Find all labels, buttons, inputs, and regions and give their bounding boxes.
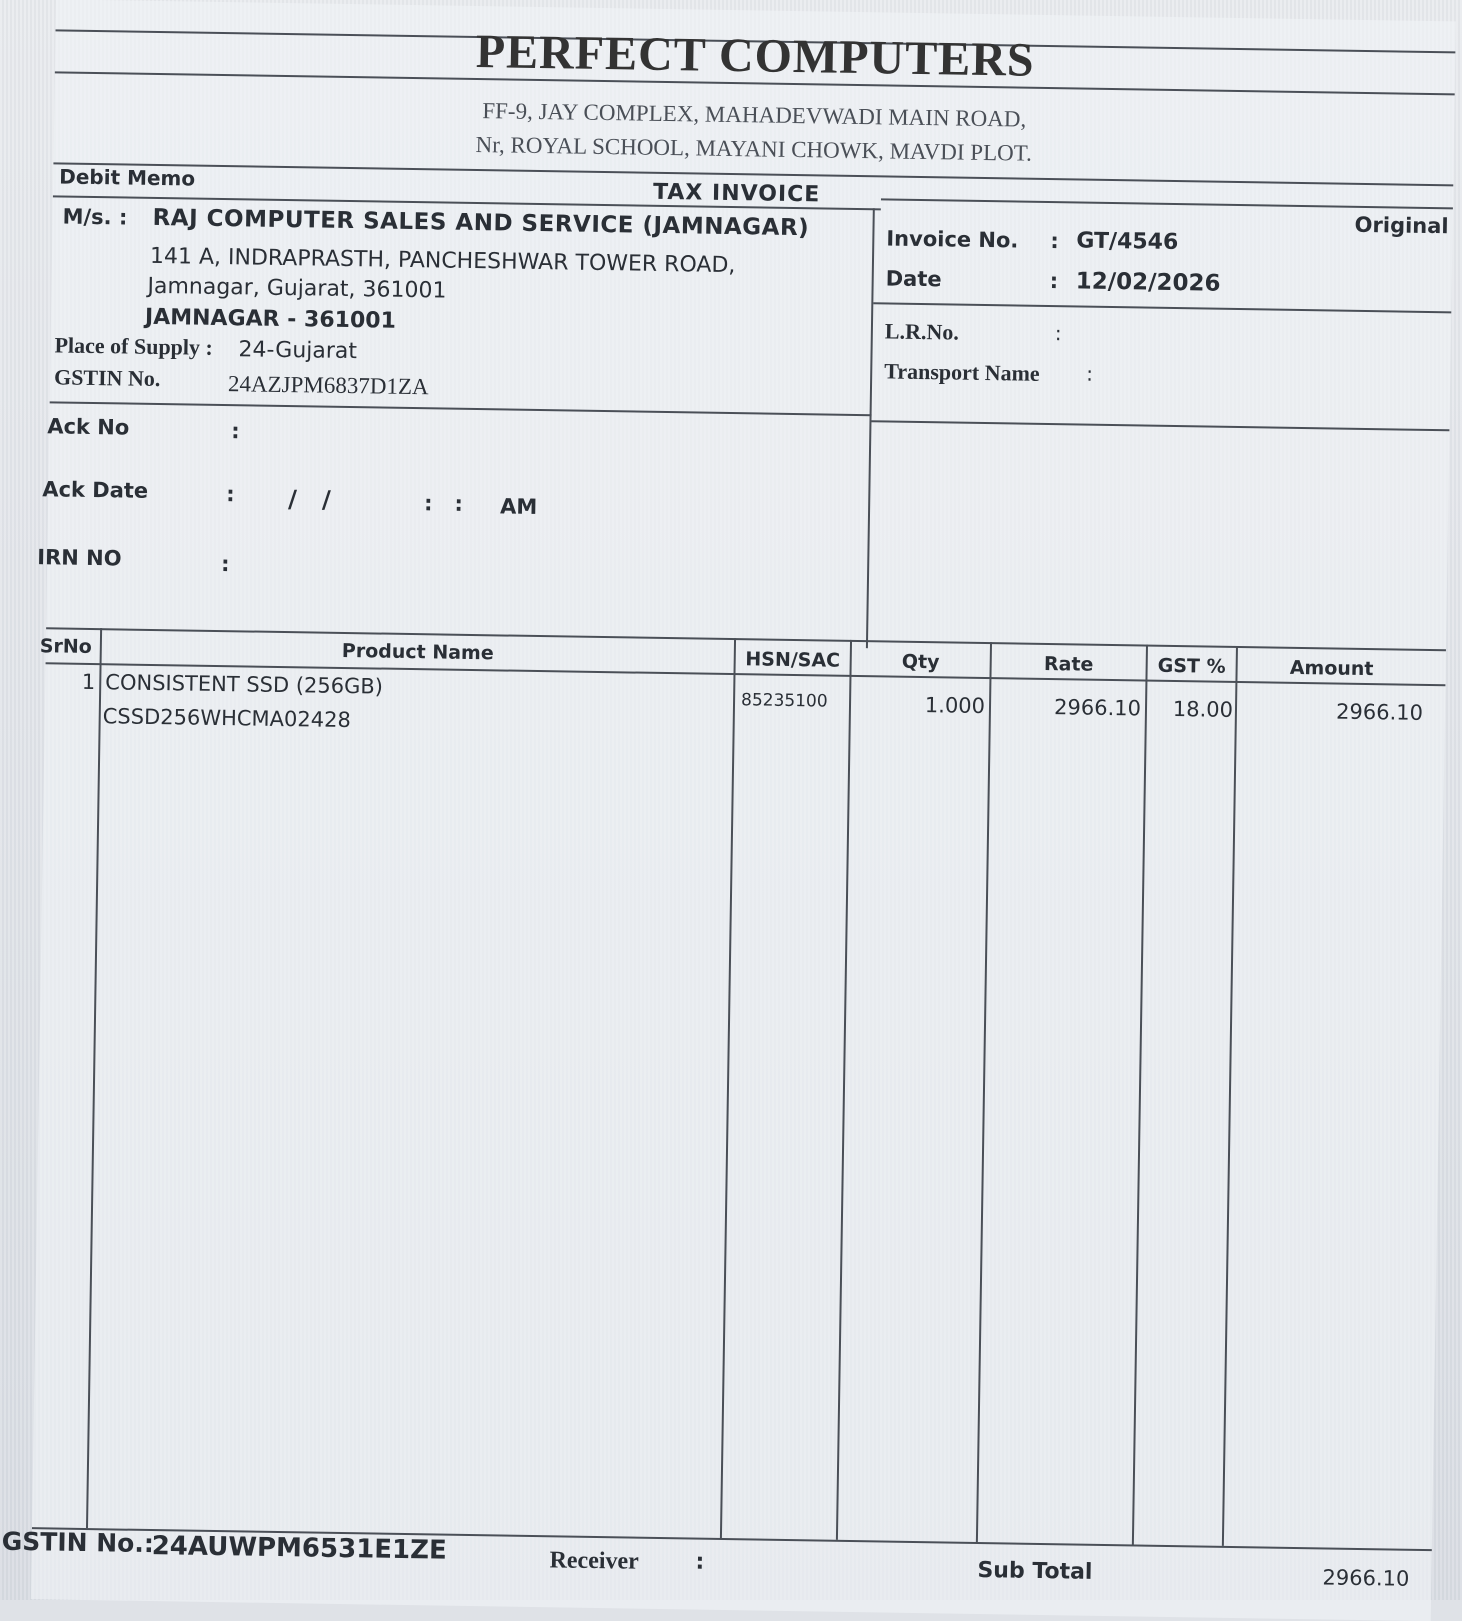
row-amount: 2966.10 [1335, 699, 1424, 725]
row-srno: 1 [81, 669, 96, 695]
col-divider-hsn [836, 640, 852, 1540]
col-divider-rate [1132, 645, 1148, 1545]
irn-no-colon: : [220, 552, 230, 577]
ack-date-slashes: / / [287, 485, 332, 514]
memo-type: Debit Memo [59, 164, 196, 191]
invoice-title: TAX INVOICE [652, 179, 821, 208]
th-gst-percent: GST % [1157, 654, 1226, 678]
footer-gstin-value: 24AUWPM6531E1ZE [151, 1531, 447, 1566]
ack-no-label: Ack No [47, 414, 130, 440]
ms-prefix: M/s. : [62, 204, 128, 230]
invoice-no-value: GT/4546 [1076, 228, 1179, 256]
transport-name-colon: : [1086, 361, 1094, 386]
party-name: RAJ COMPUTER SALES AND SERVICE (JAMNAGAR) [152, 204, 810, 242]
col-divider-qty [976, 642, 992, 1542]
invoice-page [1, 0, 1456, 1621]
th-qty: Qty [901, 650, 940, 674]
company-name: PERFECT COMPUTERS [475, 24, 1035, 87]
row-rate: 2966.10 [1053, 695, 1142, 721]
row-product-name: CONSISTENT SSD (256GB) [105, 670, 384, 699]
invoice-date-colon: : [1049, 269, 1059, 294]
lr-no-colon: : [1054, 321, 1062, 346]
ack-ampm: AM [499, 494, 538, 519]
company-address-line2: Nr, ROYAL SCHOOL, MAYANI CHOWK, MAVDI PLOT. [475, 131, 1033, 166]
place-of-supply-label: Place of Supply : [54, 332, 214, 360]
row-gst-percent: 18.00 [1172, 697, 1234, 722]
col-divider-srno [86, 628, 102, 1528]
subtotal-value: 2966.10 [1322, 1565, 1410, 1591]
company-address-line1: FF-9, JAY COMPLEX, MAHADEVWADI MAIN ROAD, [482, 98, 1027, 132]
invoice-date-divider [873, 302, 1451, 313]
ack-date-label: Ack Date [42, 477, 149, 503]
party-bottom-divider [50, 401, 872, 416]
party-gstin-value: 24AZJPM6837D1ZA [227, 371, 429, 400]
copy-label: Original [1354, 212, 1449, 239]
party-address-line2: Jamnagar, Gujarat, 361001 [147, 273, 447, 304]
th-rate: Rate [1043, 652, 1094, 676]
ack-date-colon: : [226, 482, 235, 507]
th-srno: SrNo [39, 635, 93, 659]
th-hsn-sac: HSN/SAC [745, 648, 841, 672]
ack-time-colons: : : [423, 491, 464, 516]
ack-no-colon: : [231, 419, 240, 444]
receiver-colon: : [695, 1549, 705, 1575]
party-address-line1: 141 A, INDRAPRASTH, PANCHESHWAR TOWER ROAD, [149, 243, 736, 279]
title-divider-right [881, 198, 1453, 209]
lr-no-label: L.R.No. [884, 318, 960, 345]
invoice-no-label: Invoice No. [886, 226, 1019, 253]
th-product-name: Product Name [341, 639, 494, 665]
row-product-serial: CSSD256WHCMA02428 [102, 704, 352, 733]
transport-divider [871, 420, 1449, 431]
th-amount: Amount [1289, 656, 1374, 681]
place-of-supply-value: 24-Gujarat [238, 337, 358, 365]
footer-gstin-label: GSTIN No.: [1, 1526, 155, 1559]
invoice-date-value: 12/02/2026 [1075, 268, 1221, 297]
row-hsn: 85235100 [740, 690, 828, 712]
party-gstin-label: GSTIN No. [53, 364, 161, 392]
col-divider-product [720, 638, 736, 1538]
transport-name-label: Transport Name [884, 358, 1040, 386]
receiver-label: Receiver [549, 1547, 640, 1575]
irn-no-label: IRN NO [37, 545, 122, 571]
col-divider-gst [1222, 646, 1238, 1546]
party-city: JAMNAGAR - 361001 [144, 304, 397, 334]
row-qty: 1.000 [924, 693, 986, 719]
invoice-no-colon: : [1050, 229, 1059, 254]
invoice-date-label: Date [885, 266, 942, 292]
party-info-divider [866, 208, 875, 648]
subtotal-label: Sub Total [977, 1558, 1093, 1585]
